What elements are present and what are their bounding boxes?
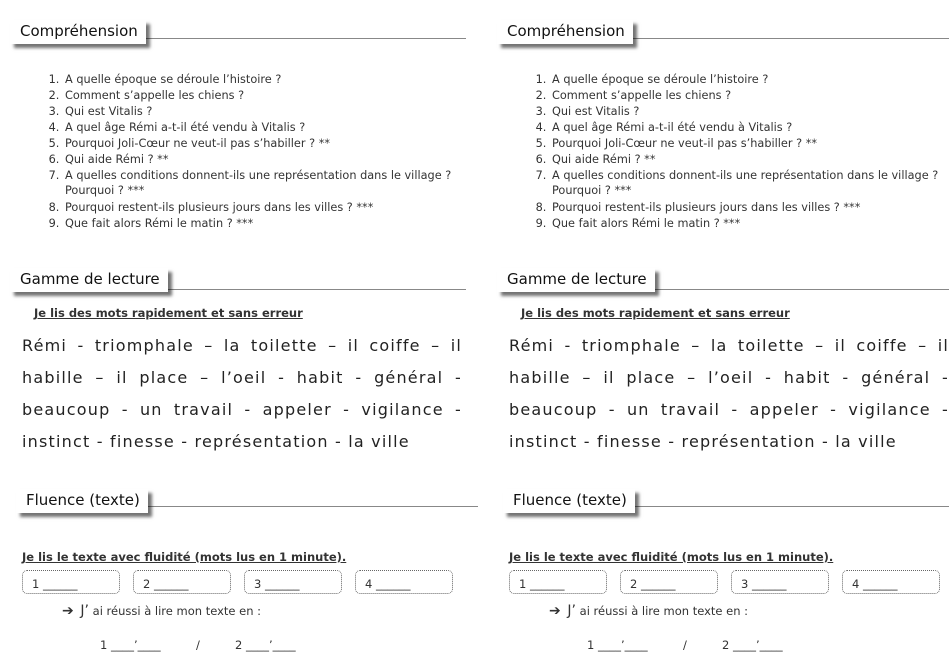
question-item: 4. A quel âge Rémi a-t-il été vendu à Vitalis ?	[550, 120, 949, 136]
question-item: 7. A quelles conditions donnent-ils une représentation dans le village ? Pourquoi ? ***	[550, 168, 949, 198]
question-item: 1. A quelle époque se déroule l’histoire ?	[550, 72, 949, 88]
fluence-box-1[interactable]: 1 ______	[509, 570, 607, 594]
fluence-box-4[interactable]: 4 ______	[842, 570, 940, 594]
time-separator: /	[196, 638, 200, 652]
question-item: 6. Qui aide Rémi ? **	[63, 152, 463, 168]
time-2: 2 ____’____	[722, 638, 783, 652]
success-jai: J’	[567, 603, 576, 619]
fluence-box-3[interactable]: 3 ______	[731, 570, 829, 594]
worksheet-right	[487, 0, 949, 653]
time-separator: /	[683, 638, 687, 652]
question-item: 8. Pourquoi restent-ils plusieurs jours dans les villes ? ***	[550, 200, 949, 216]
success-text: ai réussi à lire mon texte en :	[579, 604, 749, 618]
question-item: 9. Que fait alors Rémi le matin ? ***	[550, 216, 949, 232]
success-jai: J’	[80, 603, 89, 619]
question-item: 4. A quel âge Rémi a-t-il été vendu à Vitalis ?	[63, 120, 463, 136]
arrow-right-icon: ➔	[62, 603, 74, 619]
fluence-box-4[interactable]: 4 ______	[355, 570, 453, 594]
gamme-instruction: Je lis des mots rapidement et sans erreur	[34, 306, 303, 320]
fluence-instruction: Je lis le texte avec fluidité (mots lus en 1 minute).	[22, 550, 347, 564]
fluence-score-boxes	[509, 570, 942, 596]
question-list	[42, 72, 463, 232]
fluence-box-3[interactable]: 3 ______	[244, 570, 342, 594]
question-item: 2. Comment s’appelle les chiens ?	[550, 88, 949, 104]
success-line	[549, 603, 748, 619]
section-title-gamme: Gamme de lecture	[10, 268, 168, 292]
time-2: 2 ____’____	[235, 638, 296, 652]
question-item: 5. Pourquoi Joli-Cœur ne veut-il pas s’habiller ? **	[63, 136, 463, 152]
time-1: 1 ____’____	[587, 638, 648, 652]
question-item: 6. Qui aide Rémi ? **	[550, 152, 949, 168]
time-1: 1 ____’____	[100, 638, 161, 652]
fluence-score-boxes	[22, 570, 455, 596]
question-item: 8. Pourquoi restent-ils plusieurs jours dans les villes ? ***	[63, 200, 463, 216]
section-title-comprehension: Compréhension	[497, 20, 633, 44]
question-item: 1. A quelle époque se déroule l’histoire ?	[63, 72, 463, 88]
question-item: 3. Qui est Vitalis ?	[63, 104, 463, 120]
question-item: 3. Qui est Vitalis ?	[550, 104, 949, 120]
section-title-fluence: Fluence (texte)	[16, 489, 148, 513]
word-list: Rémi - triomphale – la toilette – il coiffe – il habille – il place – l’oeil - habit - général - beaucoup - un travail - appeler - vigilance - instinct - finesse - représentation - la ville	[509, 336, 949, 451]
gamme-instruction: Je lis des mots rapidement et sans erreur	[521, 306, 790, 320]
worksheet-left	[0, 0, 470, 653]
fluence-box-2[interactable]: 2 ______	[133, 570, 231, 594]
question-list	[529, 72, 949, 232]
fluence-box-2[interactable]: 2 ______	[620, 570, 718, 594]
success-text: ai réussi à lire mon texte en :	[92, 604, 262, 618]
section-title-gamme: Gamme de lecture	[497, 268, 655, 292]
question-item: 9. Que fait alors Rémi le matin ? ***	[63, 216, 463, 232]
section-title-fluence: Fluence (texte)	[503, 489, 635, 513]
word-list: Rémi - triomphale – la toilette – il coiffe – il habille – il place – l’oeil - habit - général - beaucoup - un travail - appeler - vigilance - instinct - finesse - représentation - la ville	[22, 336, 462, 451]
arrow-right-icon: ➔	[549, 603, 561, 619]
question-item: 2. Comment s’appelle les chiens ?	[63, 88, 463, 104]
section-title-comprehension: Compréhension	[10, 20, 146, 44]
fluence-instruction: Je lis le texte avec fluidité (mots lus en 1 minute).	[509, 550, 834, 564]
question-item: 7. A quelles conditions donnent-ils une représentation dans le village ? Pourquoi ? ***	[63, 168, 463, 198]
question-item: 5. Pourquoi Joli-Cœur ne veut-il pas s’habiller ? **	[550, 136, 949, 152]
fluence-box-1[interactable]: 1 ______	[22, 570, 120, 594]
success-line	[62, 603, 261, 619]
